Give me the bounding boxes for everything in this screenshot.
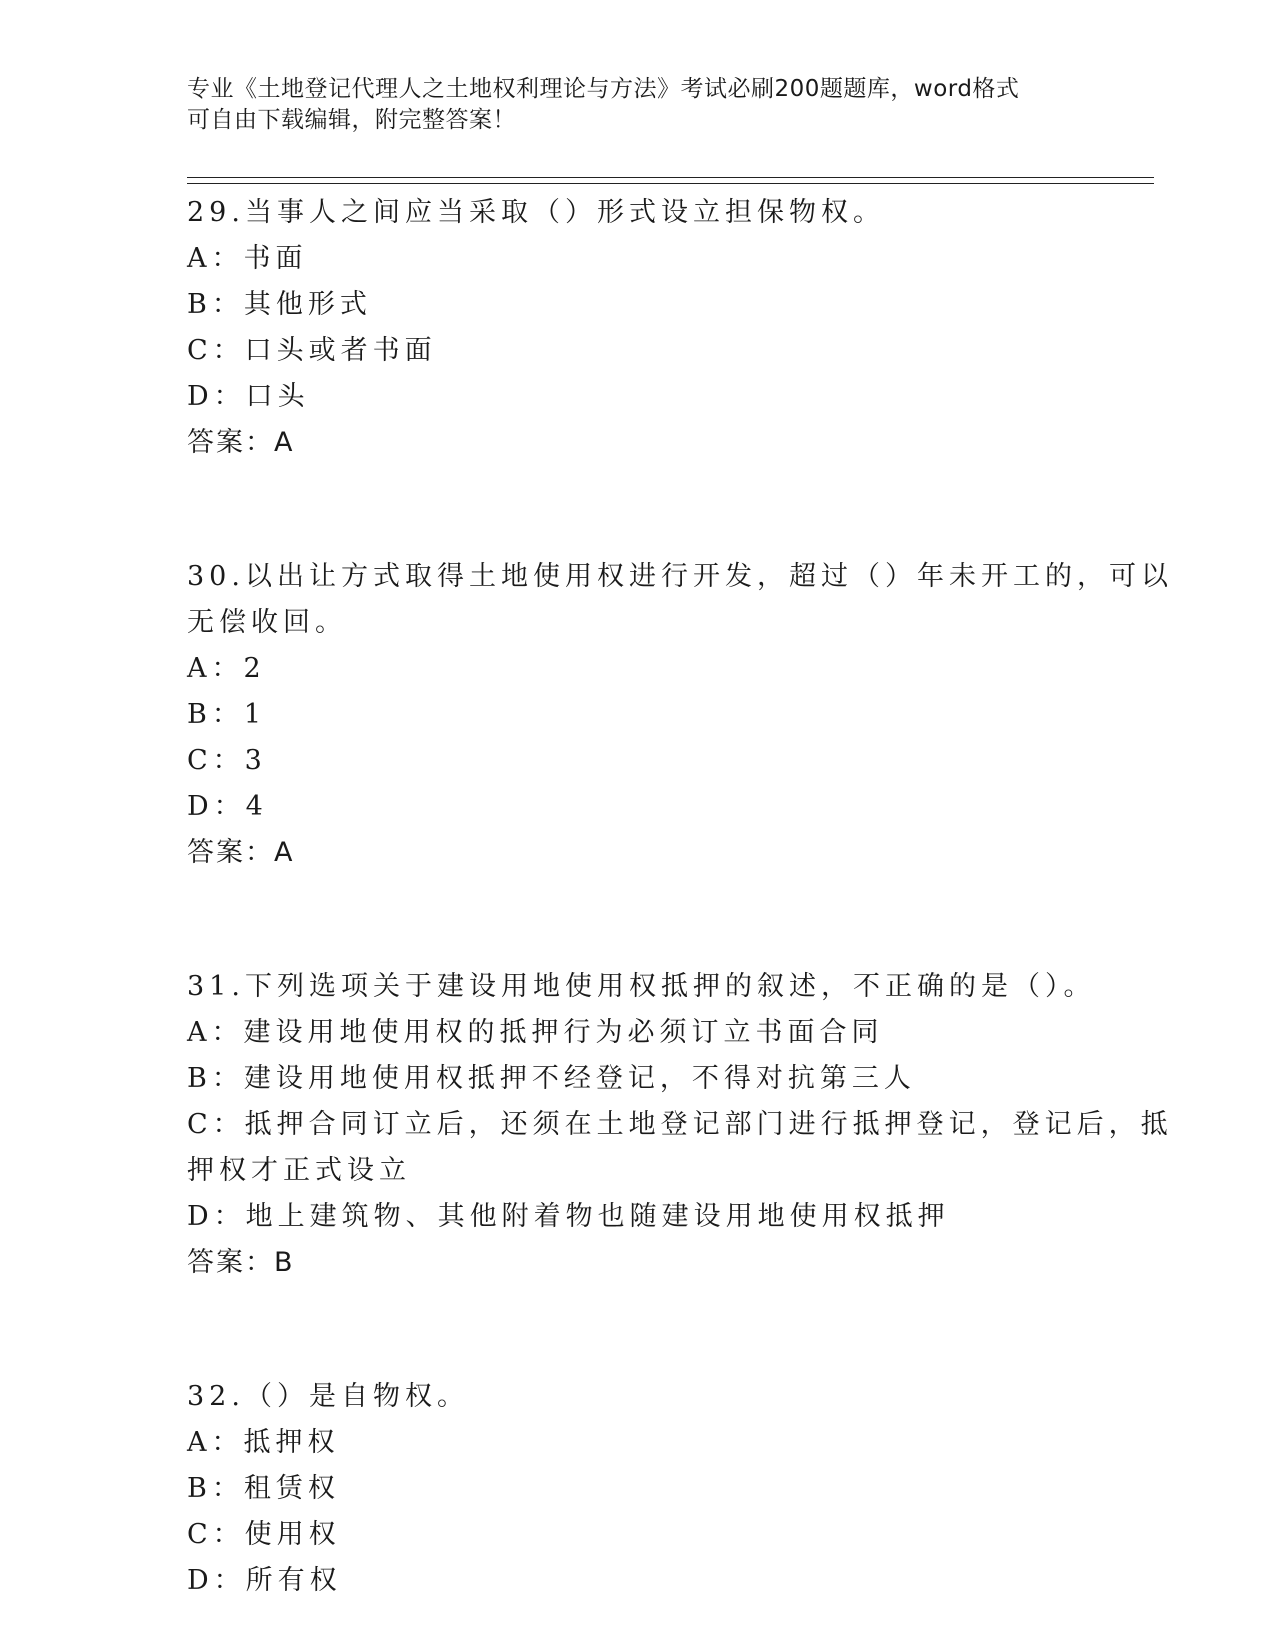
question-stem: 30.以出让方式取得土地使用权进行开发，超过（）年未开工的，可以 <box>187 561 1173 592</box>
question-list <box>187 190 1173 1604</box>
spacer <box>187 466 1087 554</box>
question-31 <box>187 964 1173 1286</box>
option-a: A：抵押权 <box>187 1427 340 1458</box>
option-b: B：建设用地使用权抵押不经登记，不得对抗第三人 <box>187 1063 916 1094</box>
question-30 <box>187 554 1173 876</box>
option-b: B：1 <box>187 699 267 730</box>
header-divider-bottom <box>187 183 1154 184</box>
question-stem: 32.（）是自物权。 <box>187 1381 469 1412</box>
option-c: C：3 <box>187 745 267 776</box>
header-line-2: 可自由下载编辑，附完整答案！ <box>187 107 516 133</box>
document-header <box>187 74 1067 136</box>
answer-label: 答案：A <box>187 837 295 868</box>
question-29 <box>187 190 1087 466</box>
question-32 <box>187 1374 1087 1604</box>
spacer <box>187 876 1087 964</box>
option-d: D：地上建筑物、其他附着物也随建设用地使用权抵押 <box>187 1201 950 1232</box>
option-d: D：4 <box>187 791 268 822</box>
header-line-1: 专业《土地登记代理人之土地权利理论与方法》考试必刷200题题库，word格式 <box>187 76 1020 102</box>
option-a: A：书面 <box>187 243 308 274</box>
option-c: C：抵押合同订立后，还须在土地登记部门进行抵押登记，登记后，抵 <box>187 1109 1173 1140</box>
question-stem-continued: 无偿收回。 <box>187 607 347 638</box>
option-c: C：使用权 <box>187 1519 341 1550</box>
question-stem: 31.下列选项关于建设用地使用权抵押的叙述，不正确的是（）。 <box>187 971 1096 1002</box>
spacer <box>187 1286 1087 1374</box>
option-a: A：2 <box>187 653 266 684</box>
header-divider-top <box>187 177 1154 178</box>
option-c-continued: 押权才正式设立 <box>187 1155 411 1186</box>
option-d: D：所有权 <box>187 1565 342 1596</box>
question-stem: 29.当事人之间应当采取（）形式设立担保物权。 <box>187 197 885 228</box>
answer-label: 答案：B <box>187 1247 295 1278</box>
option-c: C：口头或者书面 <box>187 335 437 366</box>
answer-label: 答案：A <box>187 427 295 458</box>
option-b: B：其他形式 <box>187 289 372 320</box>
option-d: D：口头 <box>187 381 310 412</box>
option-a: A：建设用地使用权的抵押行为必须订立书面合同 <box>187 1017 884 1048</box>
option-b: B：租赁权 <box>187 1473 340 1504</box>
